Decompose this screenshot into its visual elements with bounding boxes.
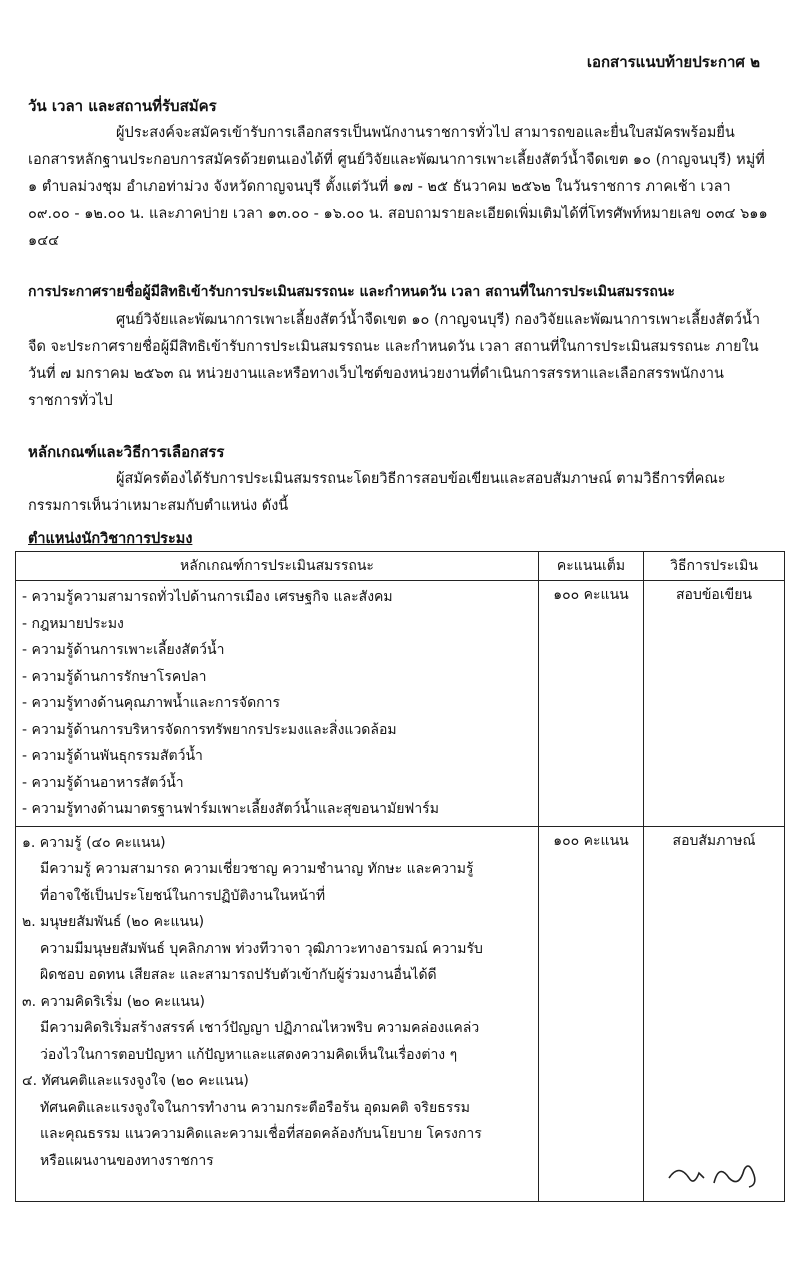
table-row	[16, 826, 785, 1201]
section-body	[28, 307, 773, 415]
paragraph: ผู้สมัครต้องได้รับการประเมินสมรรถนะโดยวิธีการสอบข้อเขียนและสอบสัมภาษณ์ ตามวิธีการที่คณะกรรมการเห็นว่าเหมาะสมกับตำแหน่ง ดังนี้	[28, 471, 726, 514]
score-cell: ๑๐๐ คะแนน	[539, 826, 644, 1201]
section-title: หลักเกณฑ์และวิธีการเลือกสรร	[28, 443, 225, 461]
method-text: สอบสัมภาษณ์	[672, 832, 756, 849]
criteria-table	[15, 551, 785, 1202]
section-body	[28, 466, 773, 520]
criterion-line: มีความรู้ ความสามารถ ความเชี่ยวชาญ ความชำนาญ ทักษะ และความรู้	[40, 861, 474, 877]
list-item: - ความรู้ทางด้านมาตรฐานฟาร์มเพาะเลี้ยงสัตว์น้ำและสุขอนามัยฟาร์ม	[22, 801, 439, 817]
paragraph: ผู้ประสงค์จะสมัครเข้ารับการเลือกสรรเป็นพนักงานราชการทั่วไป สามารถขอและยื่นใบสมัครพร้อมยื่นเอกสารหลักฐานประกอบการสมัครด้วยตนเองได้ที่ ศูนย์วิจัยและพัฒนาการเพาะเลี้ยงสัตว์น้ำจืดเขต ๑๐ (กาญจนบุรี) หมู่ที่ ๑ ตำบลม่วงชุม อำเภอท่าม่วง จังหวัดกาญจนบุรี ตั้งแต่วันที่ ๑๗ - ๒๕ ธันวาคม ๒๕๖๒ ในวันราชการ ภาคเช้า เวลา ๐๙.๐๐ - ๑๒.๐๐ น. และภาคบ่าย เวลา ๑๓.๐๐ - ๑๖.๐๐ น. สอบถามรายละเอียดเพิ่มเติมได้ที่โทรศัพท์หมายเลข ๐๓๔ ๖๑๑ ๑๔๔	[28, 125, 768, 249]
criterion-line: ว่องไวในการตอบปัญหา แก้ปัญหาและแสดงความคิดเห็นในเรื่องต่าง ๆ	[40, 1046, 458, 1063]
criteria-cell	[16, 826, 539, 1201]
signature-icon	[664, 1153, 774, 1193]
section-title: การประกาศรายชื่อผู้มีสิทธิเข้ารับการประเมินสมรรถนะ และกำหนดวัน เวลา สถานที่ในการประเมินสมรรถนะ	[28, 284, 675, 300]
criterion-line: มีความคิดริเริ่มสร้างสรรค์ เชาว์ปัญญา ปฏิภาณไหวพริบ ความคล่องแคล่ว	[40, 1020, 480, 1036]
document-header: เอกสารแนบท้ายประกาศ ๒	[586, 53, 760, 71]
score-cell: ๑๐๐ คะแนน	[539, 581, 644, 827]
table-row	[16, 581, 785, 827]
criterion-line: หรือแผนงานของทางราชการ	[40, 1152, 214, 1169]
section-body	[28, 120, 773, 255]
method-cell: สอบข้อเขียน	[644, 581, 785, 827]
criterion-line: ความมีมนุษยสัมพันธ์ บุคลิกภาพ ท่วงทีวาจา วุฒิภาวะทางอารมณ์ ความรับ	[40, 940, 483, 957]
header-method: วิธีการประเมิน	[644, 552, 785, 581]
list-item: - กฎหมายประมง	[22, 615, 124, 632]
list-item: - ความรู้ด้านพันธุกรรมสัตว์น้ำ	[22, 748, 203, 764]
section-title: วัน เวลา และสถานที่รับสมัคร	[28, 97, 217, 115]
header-criteria: หลักเกณฑ์การประเมินสมรรถนะ	[16, 552, 539, 581]
criterion-line: ผิดชอบ อดทน เสียสละ และสามารถปรับตัวเข้ากับผู้ร่วมงานอื่นได้ดี	[40, 967, 437, 983]
list-item: - ความรู้ด้านการรักษาโรคปลา	[22, 668, 207, 685]
list-item: - ความรู้ด้านอาหารสัตว์น้ำ	[22, 774, 184, 791]
criterion-heading: ๑. ความรู้ (๔๐ คะแนน)	[22, 834, 166, 851]
criterion-heading: ๔. ทัศนคติและแรงจูงใจ (๒๐ คะแนน)	[22, 1073, 249, 1089]
criteria-cell	[16, 581, 539, 827]
table-header-row	[16, 552, 785, 581]
list-item: - ความรู้ความสามารถทั่วไปด้านการเมือง เศรษฐกิจ และสังคม	[22, 589, 393, 605]
list-item: - ความรู้ด้านการบริหารจัดการทรัพยากรประมงและสิ่งแวดล้อม	[22, 721, 397, 738]
position-title: ตำแหน่งนักวิชาการประมง	[28, 531, 193, 547]
method-cell	[644, 826, 785, 1201]
criterion-heading: ๓. ความคิดริเริ่ม (๒๐ คะแนน)	[22, 993, 205, 1010]
list-item: - ความรู้ทางด้านคุณภาพน้ำและการจัดการ	[22, 695, 281, 711]
criterion-line: ทัศนคติและแรงจูงใจในการทำงาน ความกระตือรือร้น อุดมคติ จริยธรรม	[40, 1099, 470, 1116]
list-item: - ความรู้ด้านการเพาะเลี้ยงสัตว์น้ำ	[22, 642, 225, 658]
paragraph: ศูนย์วิจัยและพัฒนาการเพาะเลี้ยงสัตว์น้ำจืดเขต ๑๐ (กาญจนบุรี) กองวิจัยและพัฒนาการเพาะเลี้ยงสัตว์น้ำจืด จะประกาศรายชื่อผู้มีสิทธิเข้ารับการประเมินสมรรถนะ และกำหนดวัน เวลา สถานที่ในการประเมินสมรรถนะ ภายในวันที่ ๗ มกราคม ๒๕๖๓ ณ หน่วยงานและหรือทางเว็บไซต์ของหน่วยงานที่ดำเนินการสรรหาและเลือกสรรพนักงานราชการทั่วไป	[28, 312, 761, 409]
criterion-line: และคุณธรรม แนวความคิดและความเชื่อที่สอดคล้องกับนโยบาย โครงการ	[40, 1126, 482, 1142]
header-score: คะแนนเต็ม	[539, 552, 644, 581]
criterion-line: ที่อาจใช้เป็นประโยชน์ในการปฏิบัติงานในหน้าที่	[40, 887, 326, 904]
criterion-heading: ๒. มนุษยสัมพันธ์ (๒๐ คะแนน)	[22, 914, 205, 930]
